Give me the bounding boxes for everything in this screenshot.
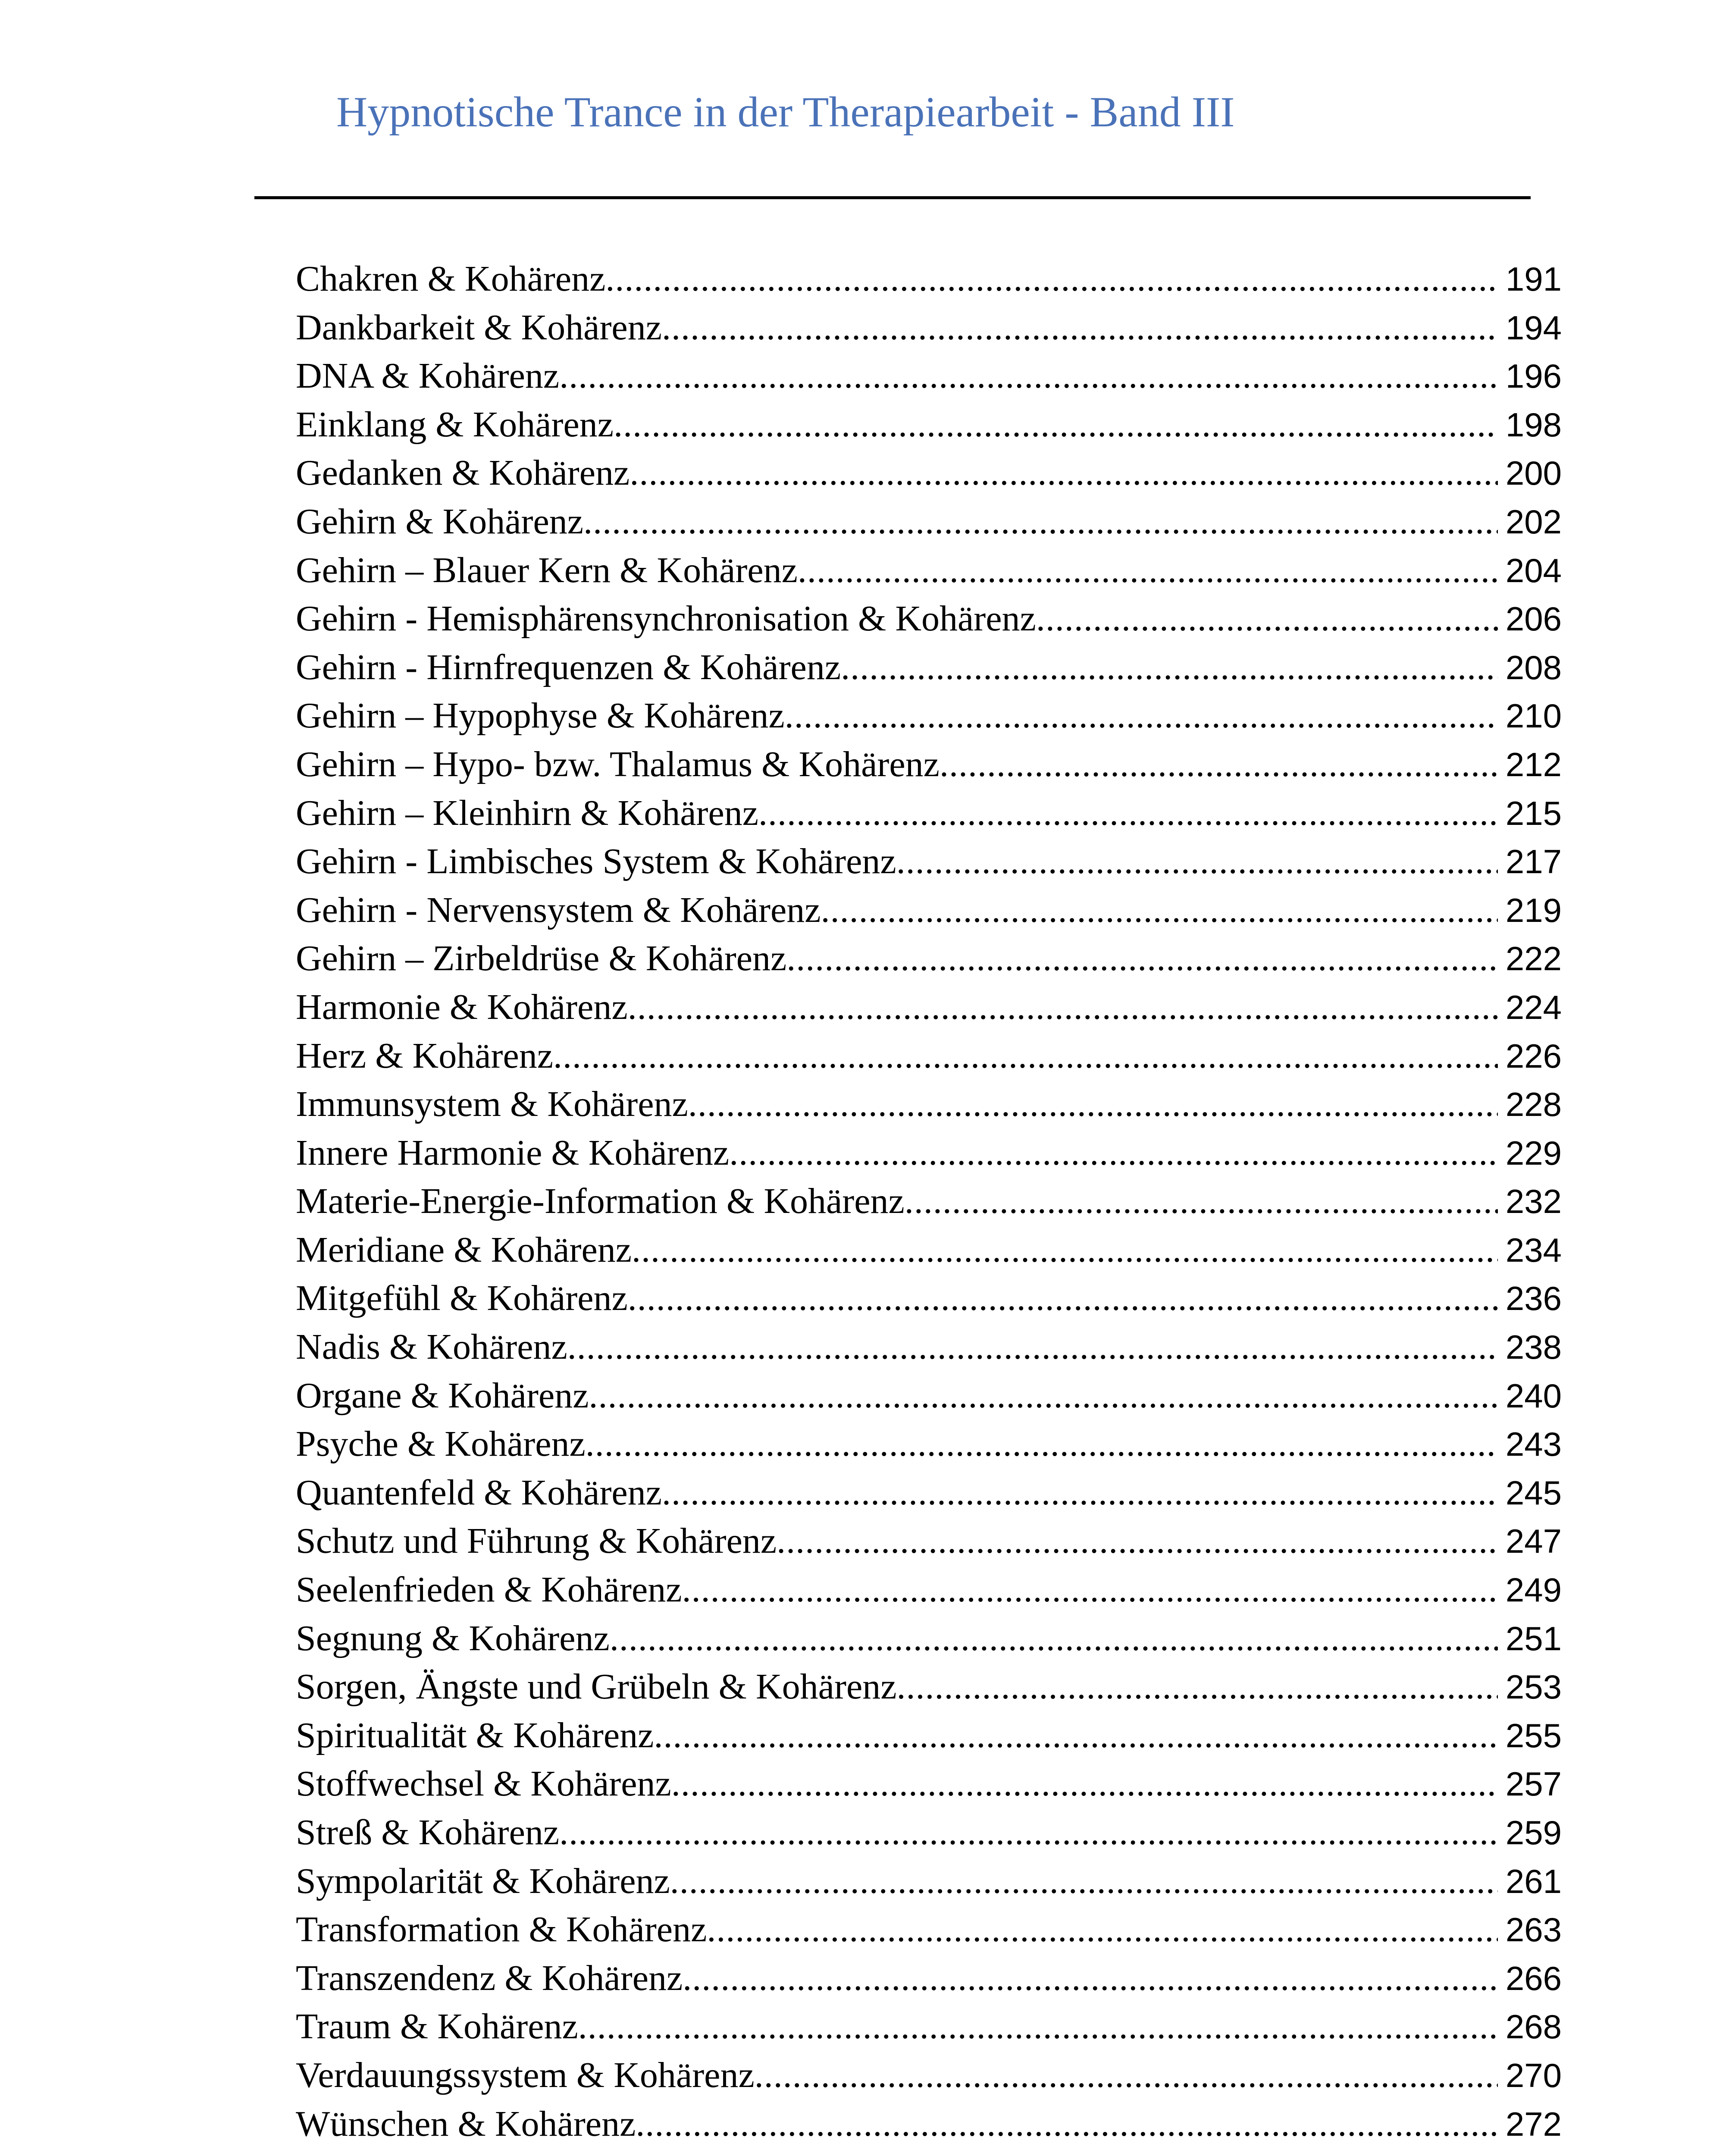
toc-dot-leader <box>614 404 1498 445</box>
toc-entry[interactable] <box>296 2103 1562 2152</box>
toc-entry-label: Stoffwechsel & Kohärenz <box>296 1764 671 1804</box>
toc-entry[interactable] <box>296 598 1562 646</box>
toc-dot-leader <box>682 1569 1498 1611</box>
toc-entry[interactable] <box>296 1569 1562 1617</box>
toc-dot-leader <box>896 840 1498 882</box>
toc-entry[interactable] <box>296 646 1562 695</box>
toc-entry-label: Traum & Kohärenz <box>296 2006 578 2047</box>
toc-entry-page-number: 243 <box>1505 1425 1562 1463</box>
toc-entry[interactable] <box>296 258 1562 307</box>
toc-dot-leader <box>940 743 1498 785</box>
toc-entry[interactable] <box>296 840 1562 889</box>
toc-entry[interactable] <box>296 1811 1562 1860</box>
toc-entry-label: Gehirn - Hemisphärensynchronisation & Kohärenz <box>296 599 1036 639</box>
toc-dot-leader <box>786 937 1498 979</box>
toc-entry-page-number: 226 <box>1505 1037 1562 1075</box>
toc-entry[interactable] <box>296 1472 1562 1520</box>
toc-entry-page-number: 266 <box>1505 1959 1562 1997</box>
toc-entry-label: Verdauungssystem & Kohärenz <box>296 2055 755 2095</box>
toc-entry-label: Meridiane & Kohärenz <box>296 1229 632 1270</box>
toc-entry-page-number: 222 <box>1505 940 1562 978</box>
toc-entry-label: Gehirn - Limbisches System & Kohärenz <box>296 841 896 882</box>
toc-entry-page-number: 228 <box>1505 1085 1562 1124</box>
toc-entry-page-number: 234 <box>1505 1231 1562 1269</box>
toc-entry-page-number: 270 <box>1505 2056 1562 2094</box>
toc-entry[interactable] <box>296 1083 1562 1132</box>
toc-entry[interactable] <box>296 743 1562 792</box>
toc-entry[interactable] <box>296 2006 1562 2054</box>
toc-entry[interactable] <box>296 307 1562 355</box>
toc-entry-label: DNA & Kohärenz <box>296 356 560 396</box>
toc-entry-page-number: 261 <box>1505 1862 1562 1900</box>
toc-entry-label: Streß & Kohärenz <box>296 1812 560 1852</box>
toc-entry[interactable] <box>296 1375 1562 1423</box>
toc-dot-leader <box>578 2006 1498 2047</box>
toc-entry-page-number: 236 <box>1505 1279 1562 1318</box>
toc-entry-page-number: 229 <box>1505 1134 1562 1172</box>
toc-entry-page-number: 268 <box>1505 2008 1562 2046</box>
toc-entry-label: Gehirn – Blauer Kern & Kohärenz <box>296 550 798 590</box>
toc-entry[interactable] <box>296 1277 1562 1326</box>
toc-entry-page-number: 210 <box>1505 697 1562 735</box>
toc-dot-leader <box>553 1035 1498 1077</box>
toc-dot-leader <box>662 1472 1498 1514</box>
toc-entry-label: Gehirn – Hypo- bzw. Thalamus & Kohärenz <box>296 744 940 784</box>
toc-entry-page-number: 196 <box>1505 357 1562 395</box>
toc-entry-page-number: 255 <box>1505 1716 1562 1755</box>
toc-dot-leader <box>707 1908 1497 1950</box>
toc-entry-label: Materie-Energie-Information & Kohärenz <box>296 1181 905 1222</box>
toc-dot-leader <box>821 889 1498 931</box>
toc-entry-page-number: 212 <box>1505 745 1562 783</box>
running-header-title: Hypnotische Trance in der Therapiearbeit - Band III <box>336 88 1235 136</box>
toc-entry-label: Wünschen & Kohärenz <box>296 2103 636 2144</box>
toc-entry-label: Herz & Kohärenz <box>296 1035 554 1076</box>
toc-dot-leader <box>559 1811 1498 1853</box>
toc-entry-page-number: 259 <box>1505 1814 1562 1852</box>
toc-entry[interactable] <box>296 404 1562 452</box>
toc-entry-label: Seelenfrieden & Kohärenz <box>296 1570 682 1610</box>
toc-entry[interactable] <box>296 1326 1562 1375</box>
toc-dot-leader <box>630 452 1498 494</box>
toc-entry[interactable] <box>296 792 1562 841</box>
toc-dot-leader <box>785 695 1498 736</box>
toc-entry[interactable] <box>296 1763 1562 1811</box>
toc-entry-page-number: 215 <box>1505 794 1562 832</box>
toc-dot-leader <box>777 1520 1498 1562</box>
toc-dot-leader <box>688 1083 1498 1125</box>
toc-entry-label: Transformation & Kohärenz <box>296 1909 707 1950</box>
toc-dot-leader <box>897 1666 1498 1708</box>
toc-entry[interactable] <box>296 1229 1562 1278</box>
toc-entry[interactable] <box>296 1617 1562 1666</box>
toc-entry-page-number: 240 <box>1505 1376 1562 1415</box>
toc-entry-label: Gehirn – Hypophyse & Kohärenz <box>296 696 785 736</box>
toc-dot-leader <box>586 1423 1498 1465</box>
toc-entry-label: Einklang & Kohärenz <box>296 404 614 445</box>
toc-entry-label: Psyche & Kohärenz <box>296 1424 586 1464</box>
toc-entry-page-number: 217 <box>1505 843 1562 881</box>
toc-entry-label: Gehirn - Nervensystem & Kohärenz <box>296 890 821 930</box>
toc-entry-page-number: 251 <box>1505 1619 1562 1658</box>
toc-entry-page-number: 272 <box>1505 2105 1562 2143</box>
toc-dot-leader <box>628 1277 1498 1319</box>
toc-entry-page-number: 208 <box>1505 648 1562 686</box>
toc-entry[interactable] <box>296 1180 1562 1229</box>
toc-entry[interactable] <box>296 1666 1562 1714</box>
toc-entry-page-number: 191 <box>1505 260 1562 298</box>
toc-dot-leader <box>841 646 1498 688</box>
toc-entry-page-number: 206 <box>1505 600 1562 638</box>
toc-dot-leader <box>654 1714 1497 1756</box>
toc-entry-label: Sympolarität & Kohärenz <box>296 1861 670 1901</box>
toc-entry-label: Organe & Kohärenz <box>296 1375 589 1416</box>
toc-entry-label: Gehirn & Kohärenz <box>296 501 584 542</box>
toc-entry-label: Schutz und Führung & Kohärenz <box>296 1521 777 1561</box>
toc-entry-label: Mitgefühl & Kohärenz <box>296 1278 628 1319</box>
toc-dot-leader <box>662 307 1498 348</box>
toc-entry-page-number: 247 <box>1505 1522 1562 1561</box>
toc-entry-page-number: 204 <box>1505 551 1562 589</box>
toc-dot-leader <box>589 1375 1498 1416</box>
toc-entry-page-number: 257 <box>1505 1765 1562 1803</box>
toc-entry-label: Quantenfeld & Kohärenz <box>296 1472 662 1513</box>
toc-dot-leader <box>1036 598 1498 639</box>
toc-entry-label: Transzendenz & Kohärenz <box>296 1958 683 1998</box>
toc-entry-label: Innere Harmonie & Kohärenz <box>296 1132 730 1173</box>
toc-dot-leader <box>583 501 1498 542</box>
toc-entry[interactable] <box>296 1908 1562 1957</box>
toc-entry-label: Sorgen, Ängste und Grübeln & Kohärenz <box>296 1667 897 1707</box>
toc-entry[interactable] <box>296 452 1562 501</box>
toc-dot-leader <box>798 549 1498 591</box>
toc-dot-leader <box>755 2054 1498 2096</box>
toc-entry-label: Gehirn – Zirbeldrüse & Kohärenz <box>296 938 787 979</box>
toc-dot-leader <box>683 1957 1498 1999</box>
table-of-contents <box>296 258 1562 2151</box>
toc-dot-leader <box>610 1617 1498 1659</box>
toc-entry-label: Segnung & Kohärenz <box>296 1618 610 1658</box>
toc-entry[interactable] <box>296 1132 1562 1181</box>
toc-entry-label: Gehirn – Kleinhirn & Kohärenz <box>296 793 759 833</box>
toc-entry[interactable] <box>296 1035 1562 1084</box>
toc-entry[interactable] <box>296 1423 1562 1472</box>
toc-entry-page-number: 253 <box>1505 1668 1562 1706</box>
toc-entry-page-number: 263 <box>1505 1911 1562 1949</box>
toc-entry[interactable] <box>296 1957 1562 2006</box>
toc-entry-page-number: 202 <box>1505 502 1562 541</box>
toc-dot-leader <box>636 2103 1497 2145</box>
toc-entry-label: Gedanken & Kohärenz <box>296 453 630 493</box>
toc-entry[interactable] <box>296 937 1562 986</box>
toc-entry[interactable] <box>296 2054 1562 2103</box>
toc-entry-label: Spiritualität & Kohärenz <box>296 1715 654 1755</box>
toc-entry-page-number: 219 <box>1505 891 1562 929</box>
toc-entry[interactable] <box>296 1860 1562 1909</box>
toc-entry-label: Immunsystem & Kohärenz <box>296 1084 688 1125</box>
toc-entry[interactable] <box>296 889 1562 938</box>
toc-dot-leader <box>758 792 1498 834</box>
toc-entry-label: Harmonie & Kohärenz <box>296 987 628 1027</box>
toc-entry[interactable] <box>296 549 1562 598</box>
toc-entry[interactable] <box>296 695 1562 743</box>
toc-entry[interactable] <box>296 355 1562 404</box>
toc-entry-page-number: 198 <box>1505 405 1562 444</box>
toc-entry-page-number: 194 <box>1505 308 1562 347</box>
toc-entry-page-number: 232 <box>1505 1182 1562 1221</box>
toc-entry-page-number: 249 <box>1505 1571 1562 1609</box>
toc-entry[interactable] <box>296 501 1562 549</box>
toc-dot-leader <box>559 355 1498 397</box>
header-divider <box>254 196 1531 199</box>
toc-dot-leader <box>905 1180 1498 1222</box>
toc-dot-leader <box>670 1860 1498 1902</box>
toc-entry-page-number: 245 <box>1505 1473 1562 1512</box>
toc-dot-leader <box>671 1763 1498 1805</box>
toc-entry-label: Nadis & Kohärenz <box>296 1327 567 1367</box>
toc-entry[interactable] <box>296 986 1562 1035</box>
toc-entry-label: Dankbarkeit & Kohärenz <box>296 307 662 348</box>
toc-dot-leader <box>605 258 1497 300</box>
toc-dot-leader <box>729 1132 1498 1174</box>
toc-dot-leader <box>567 1326 1498 1368</box>
toc-entry-page-number: 238 <box>1505 1328 1562 1366</box>
toc-entry-page-number: 200 <box>1505 454 1562 492</box>
toc-dot-leader <box>628 986 1498 1028</box>
toc-dot-leader <box>632 1229 1498 1271</box>
toc-entry-label: Chakren & Kohärenz <box>296 259 606 299</box>
toc-entry-label: Gehirn - Hirnfrequenzen & Kohärenz <box>296 647 841 687</box>
toc-entry-page-number: 224 <box>1505 988 1562 1026</box>
toc-entry[interactable] <box>296 1520 1562 1569</box>
toc-entry[interactable] <box>296 1714 1562 1763</box>
